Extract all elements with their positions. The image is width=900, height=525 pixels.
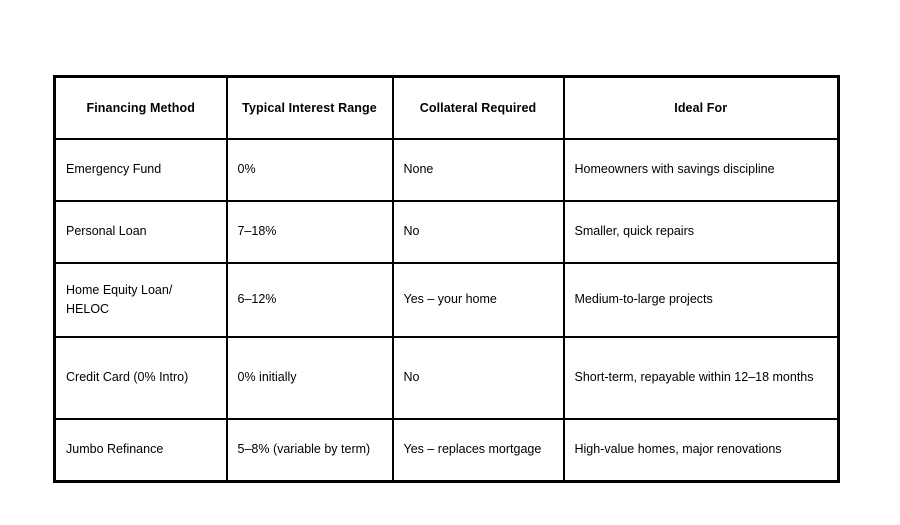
cell-collateral	[393, 201, 564, 263]
column-header-financing-method-label: Financing Method	[86, 101, 196, 115]
cell-interest-range	[227, 337, 393, 419]
cell-financing-method-text: Credit Card (0% Intro)	[66, 370, 189, 385]
table-row	[55, 263, 839, 337]
cell-ideal-for	[564, 419, 839, 482]
table-row	[55, 201, 839, 263]
table-header	[55, 77, 839, 140]
cell-collateral-text: Yes – your home	[403, 292, 497, 307]
cell-collateral	[393, 419, 564, 482]
cell-ideal-for-text: Smaller, quick repairs	[574, 224, 694, 239]
cell-interest-range-text: 0% initially	[237, 370, 297, 385]
table-body	[55, 139, 839, 482]
cell-financing-method	[55, 419, 227, 482]
cell-ideal-for	[564, 139, 839, 201]
cell-ideal-for	[564, 201, 839, 263]
column-header-ideal-for-label: Ideal For	[674, 101, 728, 115]
cell-financing-method-text: Home Equity Loan/ HELOC	[66, 282, 173, 316]
cell-ideal-for	[564, 337, 839, 419]
cell-collateral	[393, 139, 564, 201]
column-header-collateral-required-label: Collateral Required	[419, 101, 537, 115]
financing-comparison-table	[53, 75, 840, 483]
cell-interest-range-text: 0%	[237, 162, 256, 177]
cell-collateral	[393, 263, 564, 337]
cell-financing-method	[55, 201, 227, 263]
cell-financing-method-text: Jumbo Refinance	[66, 442, 164, 457]
cell-financing-method	[55, 139, 227, 201]
cell-interest-range-text: 7–18%	[237, 224, 277, 239]
cell-ideal-for-text: Short-term, repayable within 12–18 months	[574, 370, 814, 385]
cell-interest-range	[227, 419, 393, 482]
cell-ideal-for-text: High-value homes, major renovations	[574, 442, 782, 457]
cell-interest-range-text: 5–8% (variable by term)	[237, 442, 371, 457]
table-row	[55, 419, 839, 482]
cell-financing-method	[55, 337, 227, 419]
column-header-typical-interest-range	[227, 77, 393, 140]
cell-interest-range	[227, 139, 393, 201]
cell-interest-range-text: 6–12%	[237, 292, 277, 307]
cell-interest-range	[227, 263, 393, 337]
cell-collateral-text: No	[403, 370, 420, 385]
column-header-financing-method	[55, 77, 227, 140]
table-row	[55, 139, 839, 201]
cell-collateral	[393, 337, 564, 419]
financing-comparison-table-container	[53, 75, 837, 483]
table-row	[55, 337, 839, 419]
cell-ideal-for-text: Medium-to-large projects	[574, 292, 713, 307]
cell-financing-method	[55, 263, 227, 337]
column-header-ideal-for	[564, 77, 839, 140]
table-header-row	[55, 77, 839, 140]
column-header-collateral-required	[393, 77, 564, 140]
cell-collateral-text: None	[403, 162, 434, 177]
cell-interest-range	[227, 201, 393, 263]
cell-collateral-text: Yes – replaces mortgage	[403, 442, 542, 457]
cell-collateral-text: No	[403, 224, 420, 239]
cell-ideal-for-text: Homeowners with savings discipline	[574, 162, 775, 177]
cell-financing-method-text: Emergency Fund	[66, 162, 162, 177]
cell-financing-method-text: Personal Loan	[66, 224, 147, 239]
column-header-typical-interest-range-label: Typical Interest Range	[242, 101, 377, 115]
cell-ideal-for	[564, 263, 839, 337]
